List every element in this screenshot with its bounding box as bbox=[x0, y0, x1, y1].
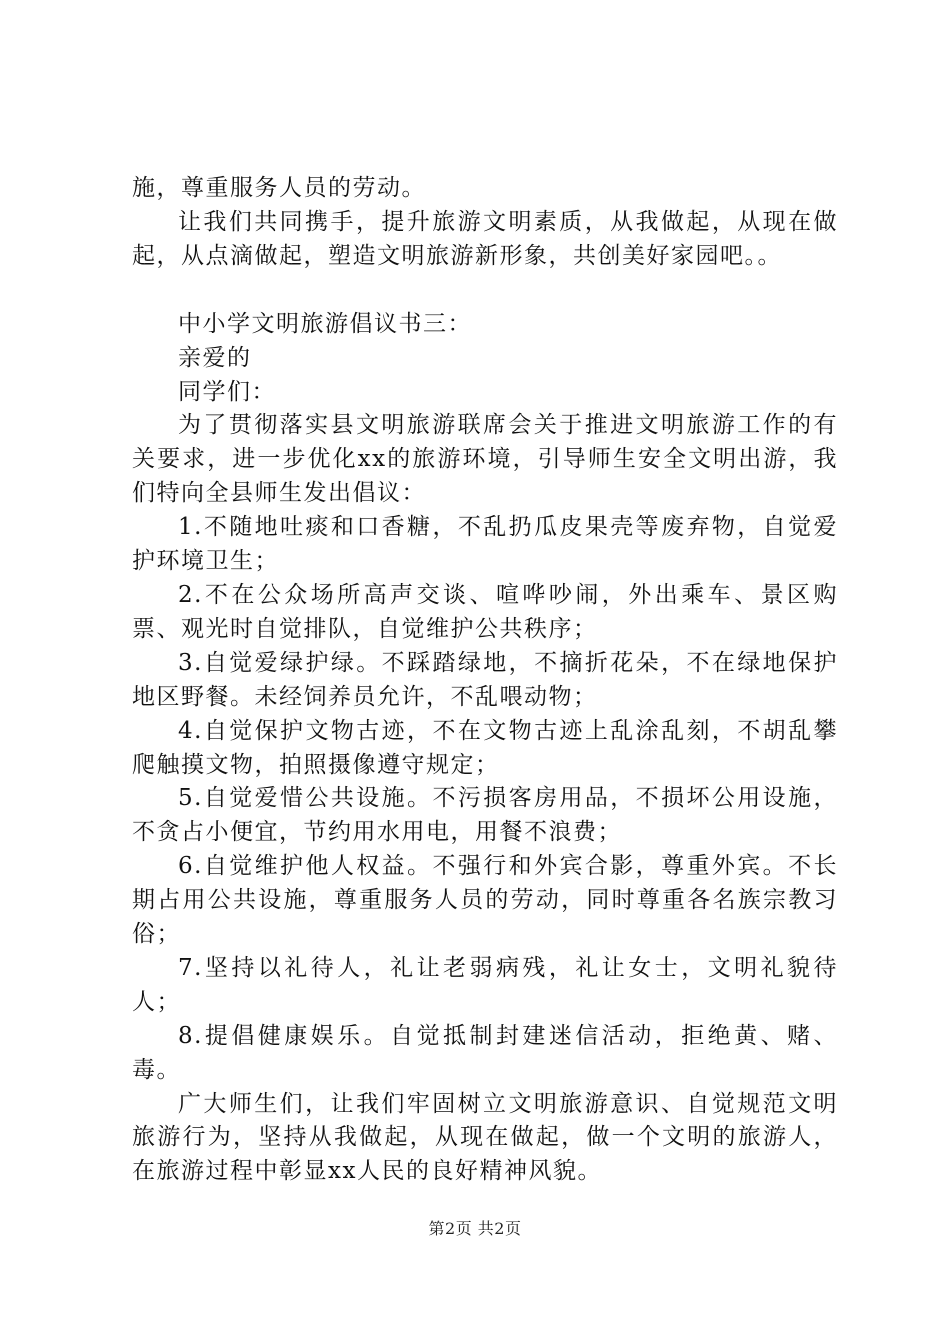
section-title: 中小学文明旅游倡议书三： bbox=[178, 310, 472, 337]
paragraph-continuation: 施，尊重服务人员的劳动。 bbox=[132, 175, 426, 201]
salutation-line-2: 同学们： bbox=[178, 378, 276, 405]
list-item-5: 5.自觉爱惜公共设施。不污损客房用品，不损坏公用设施，不贪占小便宜，节约用水用电，用餐不浪费； bbox=[132, 785, 838, 846]
list-item-2: 2.不在公众场所高声交谈、喧哗吵闹，外出乘车、景区购票、观光时自觉排队，自觉维护公共秩序； bbox=[132, 581, 838, 642]
list-item-1: 1.不随地吐痰和口香糖，不乱扔瓜皮果壳等废弃物，自觉爱护环境卫生； bbox=[132, 514, 838, 575]
list-item-4: 4.自觉保护文物古迹，不在文物古迹上乱涂乱刻，不胡乱攀爬触摸文物，拍照摄像遵守规定； bbox=[132, 717, 838, 778]
salutation-line-1: 亲爱的 bbox=[178, 344, 252, 371]
list-item-8: 8.提倡健康娱乐。自觉抵制封建迷信活动，拒绝黄、赌、毒。 bbox=[132, 1022, 838, 1083]
paragraph-conclusion: 广大师生们，让我们牢固树立文明旅游意识、自觉规范文明旅游行为，坚持从我做起，从现在做起，做一个文明的旅游人，在旅游过程中彰显xx人民的良好精神风貌。 bbox=[132, 1090, 838, 1185]
document-body bbox=[132, 172, 838, 1189]
paragraph-closing-call: 让我们共同携手，提升旅游文明素质，从我做起，从现在做起，从点滴做起，塑造文明旅游新形象，共创美好家园吧。。 bbox=[132, 208, 838, 269]
list-item-6: 6.自觉维护他人权益。不强行和外宾合影，尊重外宾。不长期占用公共设施，尊重服务人员的劳动，同时尊重各名族宗教习俗； bbox=[132, 853, 838, 948]
page-footer: 第2页 共2页 bbox=[428, 1219, 522, 1238]
list-item-3: 3.自觉爱绿护绿。不踩踏绿地，不摘折花朵，不在绿地保护地区野餐。未经饲养员允许，不乱喂动物； bbox=[132, 649, 838, 710]
paragraph-intro: 为了贯彻落实县文明旅游联席会关于推进文明旅游工作的有关要求，进一步优化xx的旅游环境，引导师生安全文明出游，我们特向全县师生发出倡议： bbox=[132, 412, 838, 507]
list-item-7: 7.坚持以礼待人，礼让老弱病残，礼让女士，文明礼貌待人； bbox=[132, 954, 838, 1015]
